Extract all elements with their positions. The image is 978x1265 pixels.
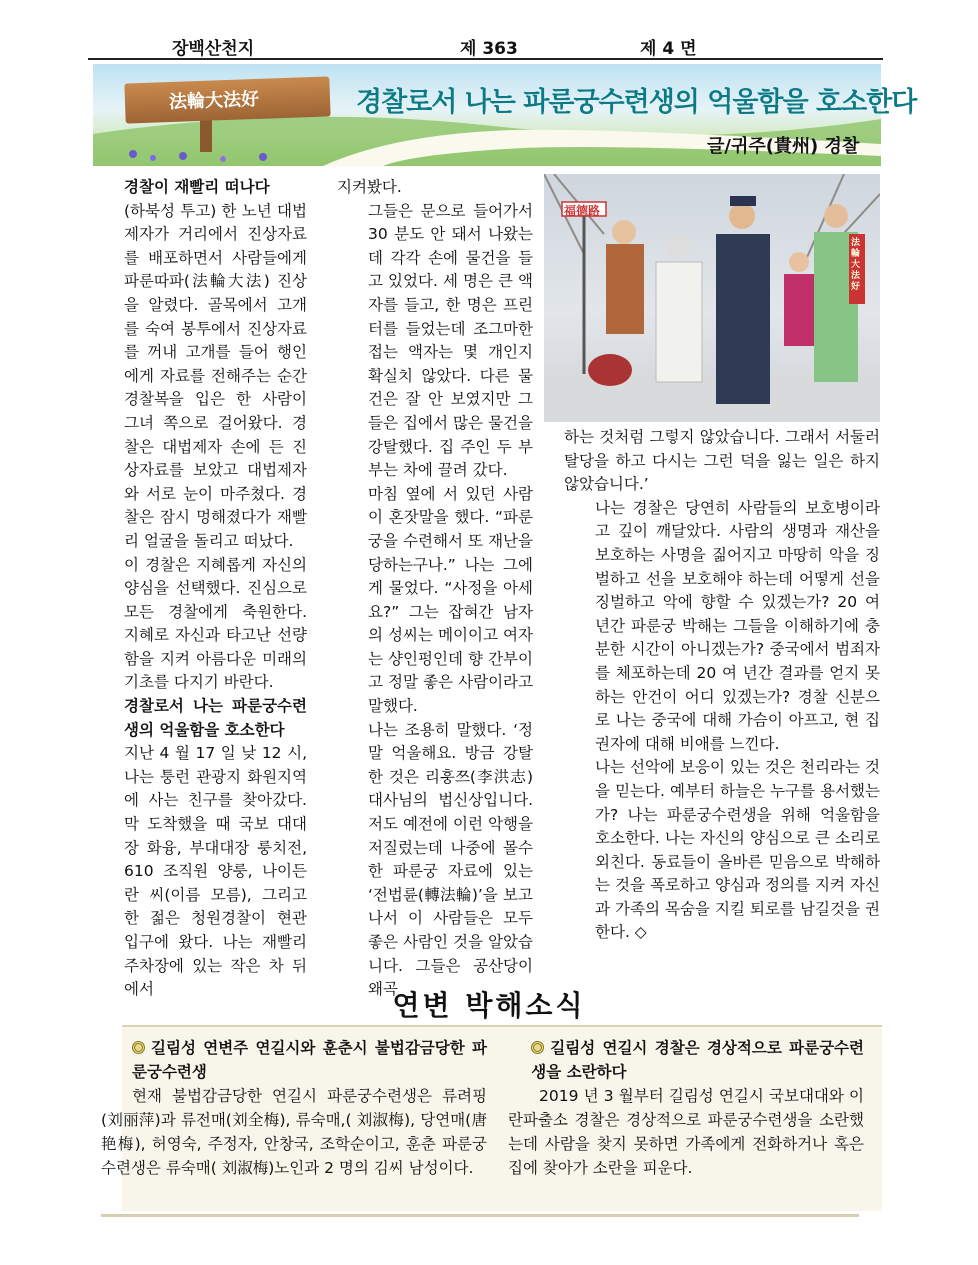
paragraph: 나는 선악에 보응이 있는 것은 천리라는 것을 믿는다. 예부터 하늘은 누구를 용서했는가? 나는 파룬궁수련생을 위해 억울함을 호소한다. 나는 자신의 양심으로 큰 소리로 외친다. 동료들이 올바른 믿음으로 박해하는 것을 폭로하고 양심과 정의를 지켜 자신과 가족의 목숨을 지킬 퇴로를 남길것을 권한다. ◇ <box>595 758 880 942</box>
header-rule <box>88 58 883 60</box>
article-column-1 <box>93 176 307 1002</box>
paragraph: 지켜봤다. <box>337 178 402 196</box>
paragraph: 그들은 문으로 들어가서 30 분도 안 돼서 나왔는데 각각 손에 물건을 들고 있었다. 세 명은 큰 액자를 들고, 한 명은 프린터를 들었는데 조그마한 접는 액자는 몇 개인지 확실치 않았다. 다른 물건은 잘 안 보였지만 그들은 집에서 많은 물건을 강탈했다. 집 주인 두 부부는 차에 끌려 갔다. <box>368 201 533 480</box>
paragraph: 나는 경찰은 당연히 사람들의 보호병이라고 깊이 깨달았다. 사람의 생명과 재산을 보호하는 사명을 짊어지고 마땅히 악을 징벌하고 선을 보호해야 하는데 어떻게 선을 징벌하고 악에 향할 수 있겠는가? 20 여 년간 파룬궁 박해는 그들을 이해하기에 충분한 시간이 아니겠는가? 중국에서 범죄자를 체포하는데 20 여 년간 결과를 얻지 못하는 안건이 어디 있겠는가? 경찰 신분으로 나는 중국에 대해 가슴이 아프고, 현 집권자에 대해 비애를 느낀다. <box>595 498 880 753</box>
paragraph: 하는 것처럼 그렇지 않았습니다. 그래서 서둘러 탈당을 하고 다시는 그런 덕을 잃는 일은 하지 않았습니다.’ <box>564 428 880 494</box>
issue-number: 제 363 <box>460 39 518 59</box>
signboard <box>124 76 330 123</box>
news-body: 2019 년 3 월부터 길림성 연길시 국보대대와 이란파출소 경찰은 경상적으로 파룬궁수련생을 소란했는데 사람을 찾지 못하면 가족에게 전화하거나 혹은 집에 찾아가 소란을 피운다. <box>508 1087 864 1177</box>
paragraph: 지난 4 월 17 일 낮 12 시, 나는 퉁런 관광지 화원지역에 사는 친구를 찾아갔다. 막 도착했을 때 국보 대대장 화융, 부대대장 룽치전, 610 조직원 양룽, 나이든 란 씨(이름 모름), 그리고 한 젊은 청원경찰이 현관 입구에 왔다. 나는 재빨리 주차장에 있는 작은 차 뒤에서 <box>124 744 307 999</box>
article-title: 경찰로서 나는 파룬궁수련생의 억울함을 호소한다 <box>356 87 917 118</box>
page-header <box>88 34 883 58</box>
signboard-text: 法輪大法好 <box>168 88 260 114</box>
subheading: 경찰이 재빨리 떠나다 <box>124 178 270 196</box>
news-item-1 <box>101 1036 487 1180</box>
falun-banner-label: 法輪大法好 <box>851 238 861 292</box>
article-column-3 <box>564 426 880 945</box>
article-byline: 글/귀주(貴州) 경찰 <box>707 136 860 157</box>
section-title: 연변 박해소식 <box>392 989 586 1022</box>
news-heading: 길림성 연변주 연길시와 훈춘시 불법감금당한 파룬궁수련생 <box>132 1039 487 1081</box>
bullet-icon <box>531 1041 544 1054</box>
news-body: 현재 불법감금당한 연길시 파룬궁수련생은 류려핑(刘丽萍)과 류전매(刘全梅), 류숙매,( 刘淑梅), 당연매(唐艳梅), 허영숙, 주정자, 안창국, 조학순이고, 훈춘 파룬궁수련생은 류숙매( 刘淑梅)노인과 2 명의 김씨 남성이다. <box>101 1087 487 1177</box>
bullet-icon <box>132 1041 145 1054</box>
article-illustration <box>544 174 880 422</box>
news-heading: 길림성 연길시 경찰은 경상적으로 파룬궁수련생을 소란하다 <box>531 1039 864 1081</box>
news-item-2 <box>508 1036 864 1180</box>
paper-name: 장백산천지 <box>172 39 255 59</box>
subheading: 경찰로서 나는 파룬궁수련생의 억울함을 호소한다 <box>124 697 307 739</box>
article-column-2 <box>337 176 533 1002</box>
paragraph: 나는 조용히 말했다. ‘정말 억울해요. 방금 강탈한 것은 리훙쯔(李洪志) 대사님의 법신상입니다. 저도 예전에 이런 악행을 저질렀는데 나중에 몰수한 파룬궁 자료에 있는 ‘전법륜(轉法輪)’을 보고 나서 이 사람들은 모두 좋은 사람인 것을 알았습니다. 그들은 공산당이 왜곡 <box>368 720 533 999</box>
page-number: 제 4 면 <box>640 39 697 59</box>
paragraph: (하북성 투고) 한 노년 대법제자가 거리에서 진상자료를 배포하면서 사람들에게 파룬따파(法輪大法) 진상을 알렸다. 골목에서 고개를 숙여 봉투에서 진상자료를 꺼내 고개를 들어 행인에게 자료를 전해주는 순간 경찰복을 입은 한 사람이 그녀 쪽으로 걸어왔다. 경찰은 대법제자 손에 든 진상자료를 보았고 대법제자와 서로 눈이 마주쳤다. 경찰은 잠시 멍해졌다가 재빨리 얼굴을 돌리고 떠났다. <box>124 201 307 550</box>
paragraph: 마침 옆에 서 있던 사람이 혼잣말을 했다. “파룬궁을 수련해서 또 재난을 당하는구나.” 나는 그에게 물었다. “사정을 아세요?” 그는 잡혀간 남자의 성씨는 메이이고 여자는 샹인펑인데 향 간부이고 정말 좋은 사람이라고 말했다. <box>368 484 533 716</box>
paragraph: 이 경찰은 지혜롭게 자신의 양심을 선택했다. 진심으로 모든 경찰에게 축원한다. 지혜로 자신과 타고난 선량함을 지켜 아름다운 미래의 기초를 다지기 바란다. <box>124 555 307 692</box>
street-sign-label: 福德路 <box>564 204 601 218</box>
bottom-rule <box>101 1214 859 1217</box>
